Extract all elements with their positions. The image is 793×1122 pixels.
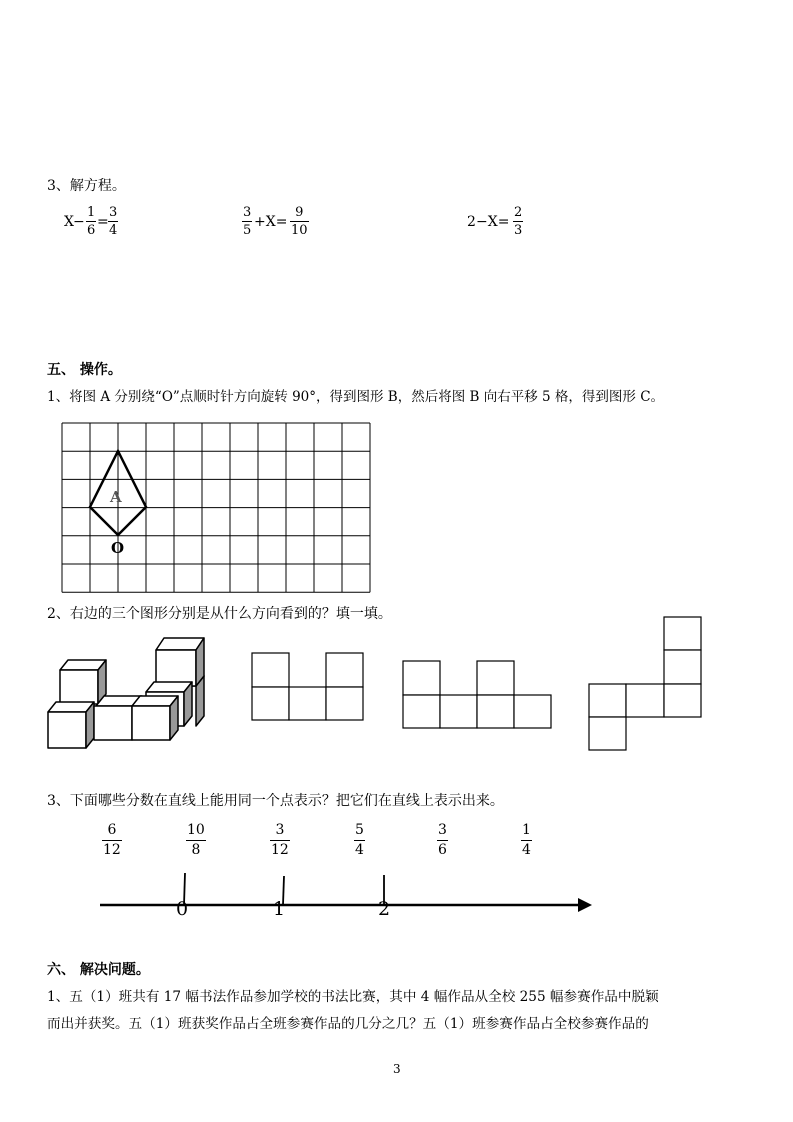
eq1-eq: = — [97, 214, 109, 230]
eq2-res-den: 10 — [291, 223, 308, 238]
eq1-op: − — [73, 214, 85, 230]
eq2-frac-den: 5 — [243, 223, 252, 238]
fraction-2-den: 8 — [191, 842, 201, 858]
eq1-frac-num: 1 — [87, 205, 96, 220]
fraction-4-den: 4 — [355, 842, 364, 858]
eq3-res-den: 3 — [514, 223, 523, 238]
question-5-3: 3、下面哪些分数在直线上能用同一个点表示？把它们在直线上表示出来。 — [47, 793, 504, 809]
page-number: 3 — [393, 1062, 401, 1076]
eq1-res-num: 3 — [109, 205, 118, 220]
tick-label-0: 0 — [176, 898, 189, 920]
fraction-4-num: 5 — [355, 822, 364, 838]
tick-label-1: 1 — [273, 898, 286, 920]
grid-label-o: O — [111, 539, 125, 557]
eq3-op: −X= — [476, 214, 510, 230]
fraction-6-den: 4 — [522, 842, 531, 858]
eq1-lhs: X — [64, 214, 74, 230]
eq3-res-num: 2 — [514, 205, 523, 220]
question-5-2: 2、右边的三个图形分别是从什么方向看到的？填一填。 — [47, 606, 392, 622]
fraction-5-den: 6 — [438, 842, 447, 858]
number-line-arrow-icon — [578, 898, 592, 912]
eq2-res-num: 9 — [295, 205, 304, 220]
eq2-op: +X= — [254, 214, 288, 230]
section-heading-6: 六、 解决问题。 — [47, 962, 150, 978]
grid-label-a: A — [110, 488, 122, 506]
question-6-1-line2: 而出并获奖。五（1）班获奖作品占全班参赛作品的几分之几？五（1）班参赛作品占全校参赛作品的 — [47, 1016, 649, 1032]
question-6-1-line1: 1、五（1）班共有 17 幅书法作品参加学校的书法比赛，其中 4 幅作品从全校 255 幅参赛作品中脱颖 — [47, 989, 659, 1005]
fraction-5-num: 3 — [438, 822, 447, 838]
fraction-6-num: 1 — [522, 822, 531, 838]
tick-label-2: 2 — [378, 898, 391, 920]
eq2-frac-num: 3 — [243, 205, 252, 220]
fraction-2-num: 10 — [187, 822, 205, 838]
eq1-res-den: 4 — [109, 223, 118, 238]
fraction-1-den: 12 — [103, 842, 121, 858]
eq3-lhs: 2 — [467, 214, 476, 230]
section-heading-5: 五、 操作。 — [47, 362, 122, 378]
fraction-1-num: 6 — [107, 822, 117, 838]
question-title: 3、解方程。 — [47, 178, 126, 194]
question-5-1: 1、将图 A 分别绕“O”点顺时针方向旋转 90°，得到图形 B，然后将图 B 向右平移 5 格，得到图形 C。 — [47, 389, 665, 405]
fraction-3-den: 12 — [271, 842, 289, 858]
eq1-frac-den: 6 — [87, 223, 96, 238]
fraction-3-num: 3 — [275, 822, 285, 838]
